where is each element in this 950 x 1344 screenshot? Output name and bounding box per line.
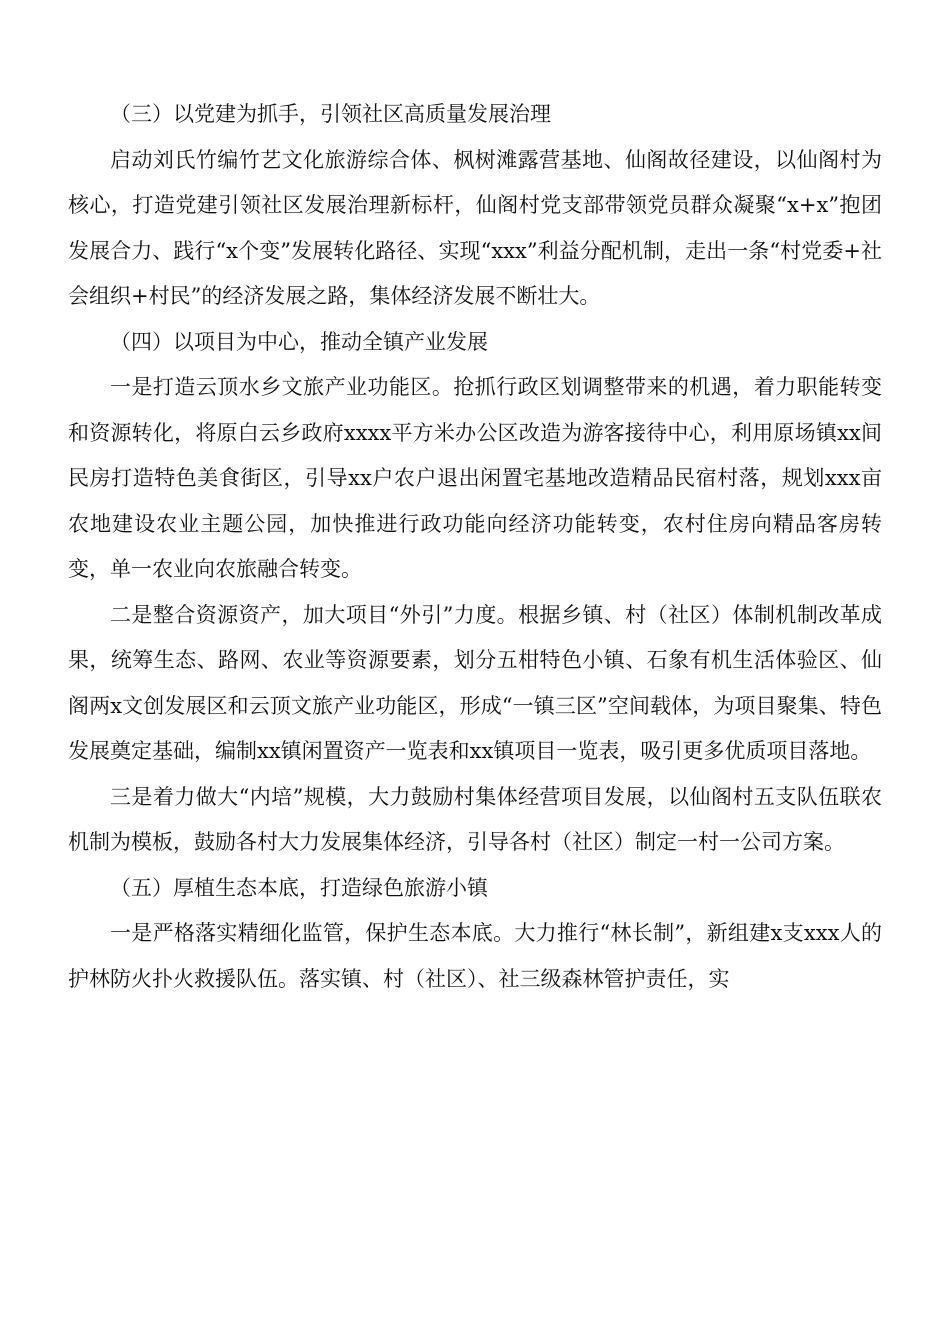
paragraph-ecological-supervision: 一是严格落实精细化监管，保护生态本底。大力推行“林长制”，新组建x支xxx人的护林防火扑火救援队伍。落实镇、村（社区）、社三级森林管护责任，实 — [68, 921, 882, 991]
paragraph-party-building: 启动刘氏竹编竹艺文化旅游综合体、枫树滩露营基地、仙阁故径建设，以仙阁村为核心，打造党建引领社区发展治理新标杆，仙阁村党支部带领党员群众凝聚“x+x”抱团发展合力、践行“x个变”发展转化路径、实现“xxx”利益分配机制，走出一条“村党委+社会组织+村民”的经济发展之路，集体经济发展不断壮大。 — [68, 147, 882, 308]
section-heading-5: （五）厚植生态本底，打造绿色旅游小镇 — [110, 875, 488, 900]
section-heading-4: （四）以项目为中心，推动全镇产业发展 — [110, 329, 488, 354]
paragraph-cultural-tourism-zone: 一是打造云顶水乡文旅产业功能区。抢抓行政区划调整带来的机遇，着力职能转变和资源转化，将原白云乡政府xxxx平方米办公区改造为游客接待中心，利用原场镇xx间民房打造特色美食街区，引导xx户农户退出闲置宅基地改造精品民宿村落，规划xxx亩农地建设农业主题公园，加快推进行政功能向经济功能转变，农村住房向精品客房转变，单一农业向农旅融合转变。 — [68, 375, 882, 581]
section-heading-3: （三）以党建为抓手，引领社区高质量发展治理 — [110, 102, 551, 126]
paragraph-internal-cultivation: 三是着力做大“内培”规模，大力鼓励村集体经营项目发展，以仙阁村五支队伍联农机制为模板，鼓励各村大力发展集体经济，引导各村（社区）制定一村一公司方案。 — [68, 784, 882, 854]
paragraph-resource-integration: 二是整合资源资产，加大项目“外引”力度。根据乡镇、村（社区）体制机制改革成果，统筹生态、路网、农业等资源要素，划分五柑特色小镇、石象有机生活体验区、仙阁两x文创发展区和云顶文旅产业功能区，形成“一镇三区”空间载体，为项目聚集、特色发展奠定基础，编制xx镇闲置资产一览表和xx镇项目一览表，吸引更多优质项目落地。 — [68, 602, 882, 763]
document-page — [68, 92, 882, 1002]
